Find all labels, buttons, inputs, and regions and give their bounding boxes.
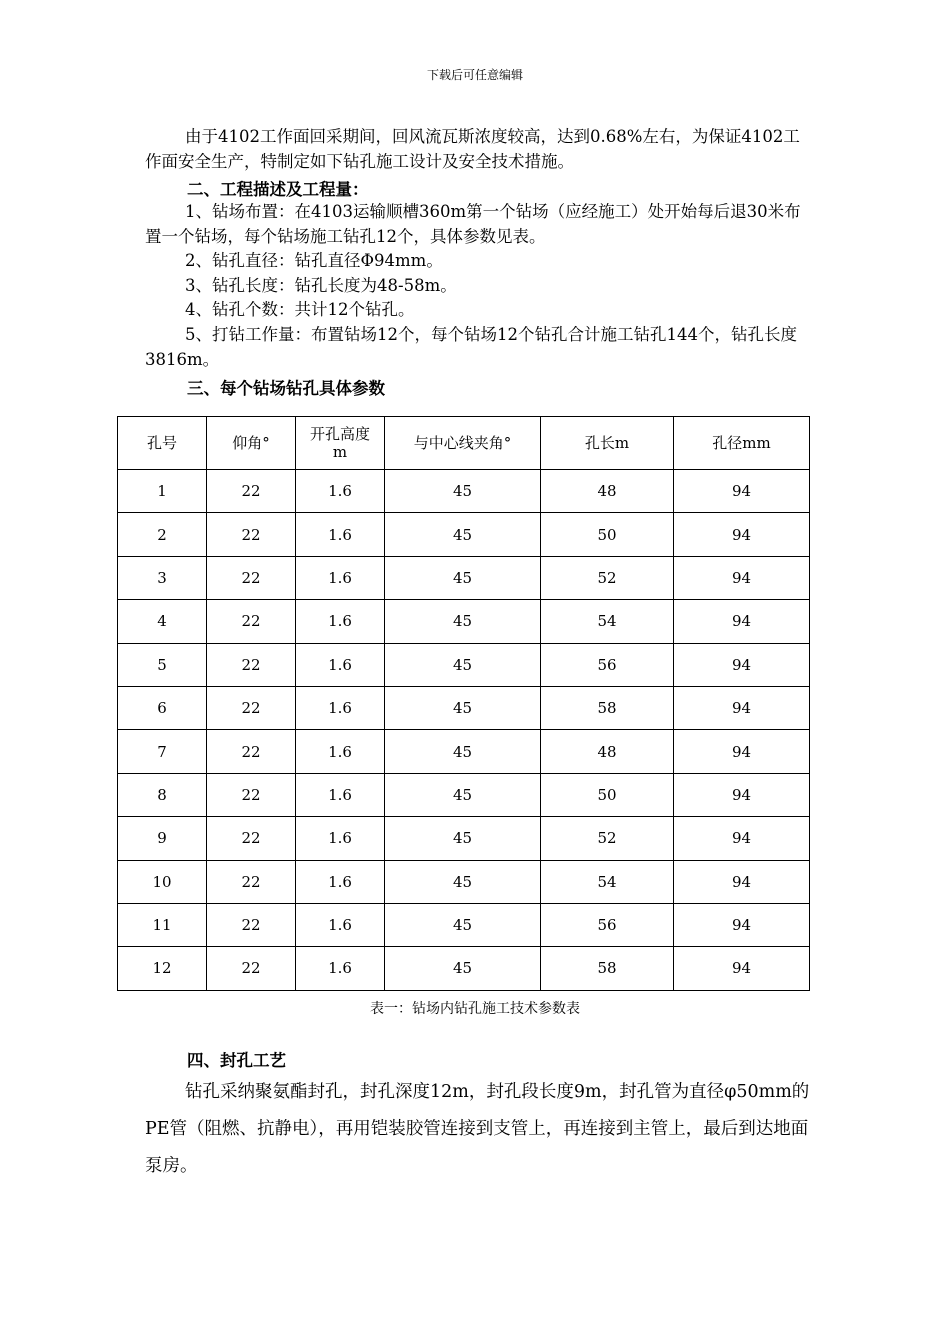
cell: 94 [674,903,810,946]
section3-heading: 三、每个钻场钻孔具体参数 [187,379,385,398]
cell: 1.6 [296,556,385,599]
cell: 22 [207,860,296,903]
cell: 11 [118,903,207,946]
cell: 1.6 [296,773,385,816]
header-elevation: 仰角° [207,417,296,470]
table-row [118,903,810,946]
table-row [118,556,810,599]
section4-body: 钻孔采纳聚氨酯封孔，封孔深度12m，封孔段长度9m，封孔管为直径φ50mm的PE管（阻燃、抗静电），再用铠装胶管连接到支管上，再连接到主管上，最后到达地面泵房。 [145,1082,810,1176]
cell: 45 [385,556,541,599]
cell: 94 [674,513,810,556]
cell: 1.6 [296,903,385,946]
table-row [118,730,810,773]
table-header-row [118,417,810,470]
cell: 94 [674,470,810,513]
cell: 7 [118,730,207,773]
table-row [118,686,810,729]
section2-item-3: 3、钻孔长度：钻孔长度为48-58m。 [185,276,457,295]
cell: 2 [118,513,207,556]
cell: 94 [674,600,810,643]
table-row [118,470,810,513]
cell: 45 [385,730,541,773]
cell: 22 [207,903,296,946]
intro-paragraph: 由于4102工作面回采期间，回风流瓦斯浓度较高，达到0.68%左右，为保证4102工作面安全生产，特制定如下钻孔施工设计及安全技术措施。 [145,127,800,171]
cell: 6 [118,686,207,729]
header-center-angle: 与中心线夹角° [385,417,541,470]
table-row [118,513,810,556]
cell: 22 [207,947,296,990]
table-caption: 表一：钻场内钻孔施工技术参数表 [370,1001,580,1017]
cell: 54 [541,860,674,903]
cell: 45 [385,947,541,990]
cell: 1.6 [296,817,385,860]
section2-heading: 二、工程描述及工程量： [187,180,369,199]
cell: 45 [385,686,541,729]
cell: 1.6 [296,470,385,513]
cell: 94 [674,773,810,816]
header-hole-length: 孔长m [541,417,674,470]
table-row [118,773,810,816]
cell: 1.6 [296,730,385,773]
table-row [118,860,810,903]
section2-item-5: 5、打钻工作量：布置钻场12个，每个钻场12个钻孔合计施工钻孔144个，钻孔长度3816m。 [145,325,797,369]
cell: 45 [385,513,541,556]
section2-item-1: 1、钻场布置：在4103运输顺槽360m第一个钻场（应经施工）处开始每后退30米布置一个钻场，每个钻场施工钻孔12个，具体参数见表。 [145,202,801,246]
cell: 12 [118,947,207,990]
cell: 22 [207,643,296,686]
cell: 56 [541,643,674,686]
cell: 94 [674,686,810,729]
cell: 22 [207,600,296,643]
cell: 45 [385,903,541,946]
cell: 58 [541,947,674,990]
cell: 45 [385,470,541,513]
cell: 1.6 [296,513,385,556]
cell: 1.6 [296,860,385,903]
cell: 50 [541,513,674,556]
cell: 54 [541,600,674,643]
cell: 22 [207,773,296,816]
cell: 94 [674,556,810,599]
cell: 8 [118,773,207,816]
header-opening-height: 开孔高度m [296,417,385,470]
cell: 22 [207,556,296,599]
cell: 45 [385,860,541,903]
cell: 94 [674,860,810,903]
cell: 22 [207,817,296,860]
cell: 52 [541,556,674,599]
cell: 1.6 [296,947,385,990]
cell: 9 [118,817,207,860]
cell: 1.6 [296,600,385,643]
cell: 50 [541,773,674,816]
header-note: 下载后可任意编辑 [426,68,523,82]
section2-item-4: 4、钻孔个数：共计12个钻孔。 [185,300,415,319]
cell: 1.6 [296,686,385,729]
section4-heading: 四、封孔工艺 [187,1051,286,1070]
drill-params-table [117,416,810,991]
cell: 1.6 [296,643,385,686]
cell: 1 [118,470,207,513]
cell: 22 [207,730,296,773]
table-row [118,817,810,860]
cell: 22 [207,686,296,729]
cell: 45 [385,600,541,643]
cell: 94 [674,730,810,773]
cell: 48 [541,470,674,513]
cell: 4 [118,600,207,643]
section2-item-2: 2、钻孔直径：钻孔直径Φ94mm。 [185,251,443,270]
cell: 45 [385,643,541,686]
cell: 52 [541,817,674,860]
cell: 22 [207,513,296,556]
cell: 94 [674,817,810,860]
header-hole-no: 孔号 [118,417,207,470]
cell: 10 [118,860,207,903]
cell: 58 [541,686,674,729]
cell: 45 [385,817,541,860]
cell: 3 [118,556,207,599]
cell: 94 [674,643,810,686]
cell: 56 [541,903,674,946]
table-row [118,600,810,643]
cell: 48 [541,730,674,773]
table-row [118,643,810,686]
cell: 94 [674,947,810,990]
header-hole-diameter: 孔径mm [674,417,810,470]
cell: 45 [385,773,541,816]
cell: 5 [118,643,207,686]
table-row [118,947,810,990]
cell: 22 [207,470,296,513]
